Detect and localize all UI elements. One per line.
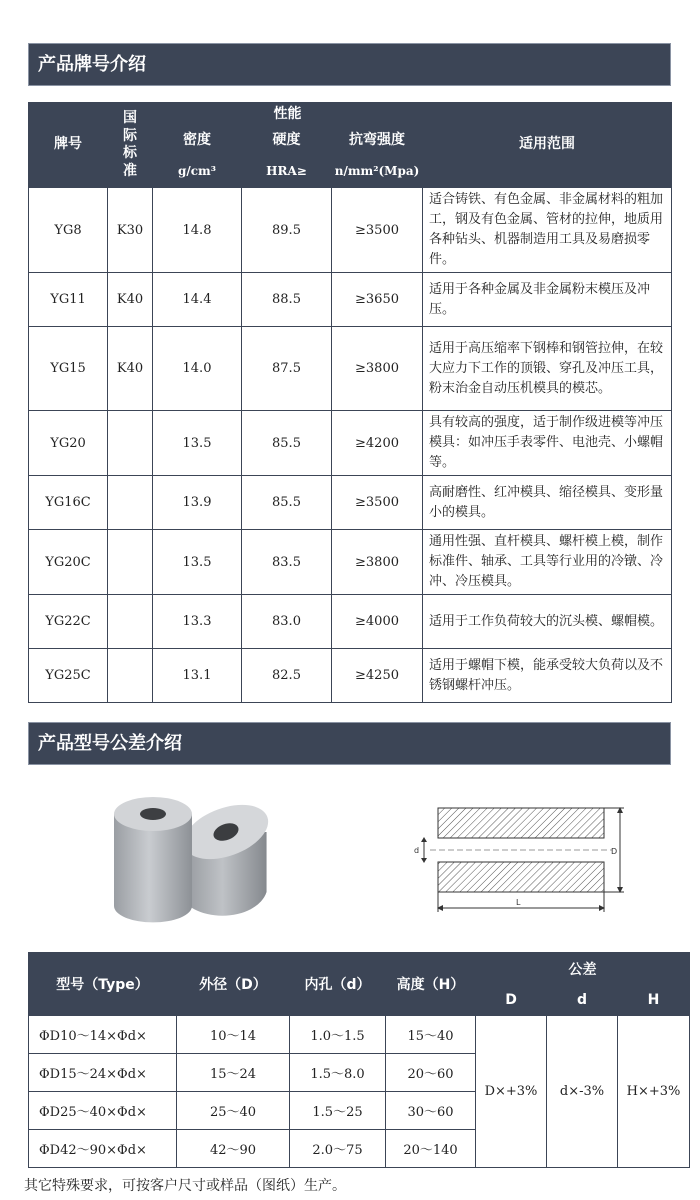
tol-H-cell: H×+3% bbox=[618, 1016, 690, 1168]
section-title-grades: 产品牌号介绍 bbox=[28, 43, 671, 86]
table-row bbox=[29, 476, 672, 530]
density-cell: 13.1 bbox=[153, 649, 242, 703]
std-cell: K30 bbox=[108, 188, 153, 273]
table-row bbox=[29, 273, 672, 327]
header-inner-hole: 内孔（d） bbox=[290, 953, 386, 1016]
density-cell: 13.3 bbox=[153, 595, 242, 649]
id-cell: 2.0～75 bbox=[290, 1130, 386, 1168]
height-cell: 30～60 bbox=[386, 1092, 476, 1130]
scope-cell: 适合铸铁、有色金属、非金属材料的粗加工，钢及有色金属、管材的拉伸，地质用各种钻头、机器制造用工具及易磨损零件。 bbox=[423, 188, 672, 273]
id-cell: 1.0～1.5 bbox=[290, 1016, 386, 1054]
table-row bbox=[29, 411, 672, 476]
scope-cell: 适用于各种金属及非金属粉末模压及冲压。 bbox=[423, 273, 672, 327]
id-cell: 1.5～8.0 bbox=[290, 1054, 386, 1092]
hardness-cell: 85.5 bbox=[242, 411, 332, 476]
od-cell: 15～24 bbox=[177, 1054, 290, 1092]
product-photo bbox=[100, 774, 272, 924]
table-row bbox=[29, 530, 672, 595]
header-tol-d: d bbox=[547, 985, 618, 1016]
strength-cell: ≥3650 bbox=[332, 273, 423, 327]
height-cell: 20～140 bbox=[386, 1130, 476, 1168]
table-row bbox=[29, 327, 672, 411]
header-density-unit: g/cm³ bbox=[153, 155, 242, 188]
density-cell: 14.8 bbox=[153, 188, 242, 273]
label-length-L: L bbox=[516, 898, 521, 907]
strength-cell: ≥4000 bbox=[332, 595, 423, 649]
grade-cell: YG25C bbox=[29, 649, 108, 703]
grade-cell: YG11 bbox=[29, 273, 108, 327]
hardness-cell: 85.5 bbox=[242, 476, 332, 530]
model-cell: ΦD10～14×Φd× bbox=[29, 1016, 177, 1054]
header-tolerance: 公差 bbox=[476, 953, 690, 985]
header-outer-diameter: 外径（D） bbox=[177, 953, 290, 1016]
height-cell: 15～40 bbox=[386, 1016, 476, 1054]
hardness-cell: 83.0 bbox=[242, 595, 332, 649]
hardness-cell: 87.5 bbox=[242, 327, 332, 411]
scope-cell: 高耐磨性、红冲模具、缩径模具、变形量小的模具。 bbox=[423, 476, 672, 530]
grade-cell: YG15 bbox=[29, 327, 108, 411]
tol-D-cell: D×+3% bbox=[476, 1016, 547, 1168]
hardness-cell: 82.5 bbox=[242, 649, 332, 703]
grade-cell: YG22C bbox=[29, 595, 108, 649]
strength-cell: ≥4200 bbox=[332, 411, 423, 476]
grade-table bbox=[28, 102, 672, 703]
header-intl-std: 国际标准 bbox=[108, 103, 153, 188]
header-strength-unit: n/mm²(Mpa) bbox=[332, 155, 423, 188]
std-cell: K40 bbox=[108, 327, 153, 411]
header-performance: 性能 bbox=[153, 103, 423, 127]
grade-cell: YG20 bbox=[29, 411, 108, 476]
std-cell bbox=[108, 411, 153, 476]
grade-cell: YG20C bbox=[29, 530, 108, 595]
header-strength: 抗弯强度 bbox=[332, 127, 423, 155]
tolerance-table bbox=[28, 952, 690, 1168]
header-model: 型号（Type） bbox=[29, 953, 177, 1016]
header-grade: 牌号 bbox=[29, 103, 108, 188]
hardness-cell: 88.5 bbox=[242, 273, 332, 327]
strength-cell: ≥3800 bbox=[332, 327, 423, 411]
hardness-cell: 83.5 bbox=[242, 530, 332, 595]
section-title-tolerance: 产品型号公差介绍 bbox=[28, 722, 671, 765]
header-hardness: 硬度 bbox=[242, 127, 332, 155]
scope-cell: 适用于工作负荷较大的沉头模、螺帽模。 bbox=[423, 595, 672, 649]
std-cell: K40 bbox=[108, 273, 153, 327]
od-cell: 10～14 bbox=[177, 1016, 290, 1054]
scope-cell: 具有较高的强度，适于制作级进模等冲压模具：如冲压手表零件、电池壳、小螺帽等。 bbox=[423, 411, 672, 476]
footer-note: 其它特殊要求，可按客户尺寸或样品（图纸）生产。 bbox=[24, 1178, 346, 1194]
id-cell: 1.5～25 bbox=[290, 1092, 386, 1130]
od-cell: 25～40 bbox=[177, 1092, 290, 1130]
header-tol-H: H bbox=[618, 985, 690, 1016]
std-cell bbox=[108, 595, 153, 649]
height-cell: 20～60 bbox=[386, 1054, 476, 1092]
header-height: 高度（H） bbox=[386, 953, 476, 1016]
model-cell: ΦD42～90×Φd× bbox=[29, 1130, 177, 1168]
model-cell: ΦD15～24×Φd× bbox=[29, 1054, 177, 1092]
strength-cell: ≥3500 bbox=[332, 188, 423, 273]
scope-cell: 适用于高压缩率下钢棒和钢管拉伸，在较大应力下工作的顶锻、穿孔及冲压工具，粉末治金自动压机模具的模芯。 bbox=[423, 327, 672, 411]
model-cell: ΦD25～40×Φd× bbox=[29, 1092, 177, 1130]
std-cell bbox=[108, 530, 153, 595]
tol-d-cell: d×-3% bbox=[547, 1016, 618, 1168]
table-row bbox=[29, 1016, 690, 1054]
table-row bbox=[29, 649, 672, 703]
header-density: 密度 bbox=[153, 127, 242, 155]
grade-cell: YG16C bbox=[29, 476, 108, 530]
density-cell: 13.9 bbox=[153, 476, 242, 530]
strength-cell: ≥4250 bbox=[332, 649, 423, 703]
grade-cell: YG8 bbox=[29, 188, 108, 273]
scope-cell: 通用性强、直杆模具、螺杆模上模，制作标准件、轴承、工具等行业用的冷镦、冷冲、冷压模具。 bbox=[423, 530, 672, 595]
header-scope: 适用范围 bbox=[423, 103, 672, 188]
strength-cell: ≥3800 bbox=[332, 530, 423, 595]
header-tol-D: D bbox=[476, 985, 547, 1016]
std-cell bbox=[108, 649, 153, 703]
scope-cell: 适用于螺帽下模，能承受较大负荷以及不锈钢螺杆冲压。 bbox=[423, 649, 672, 703]
label-inner-d: d bbox=[414, 846, 420, 855]
header-hardness-unit: HRA≥ bbox=[242, 155, 332, 188]
table-row bbox=[29, 188, 672, 273]
std-cell bbox=[108, 476, 153, 530]
label-outer-D: D bbox=[611, 847, 618, 856]
density-cell: 14.4 bbox=[153, 273, 242, 327]
strength-cell: ≥3500 bbox=[332, 476, 423, 530]
hardness-cell: 89.5 bbox=[242, 188, 332, 273]
density-cell: 13.5 bbox=[153, 411, 242, 476]
table-row bbox=[29, 595, 672, 649]
sleeve-drawing bbox=[410, 800, 630, 918]
od-cell: 42～90 bbox=[177, 1130, 290, 1168]
density-cell: 14.0 bbox=[153, 327, 242, 411]
density-cell: 13.5 bbox=[153, 530, 242, 595]
